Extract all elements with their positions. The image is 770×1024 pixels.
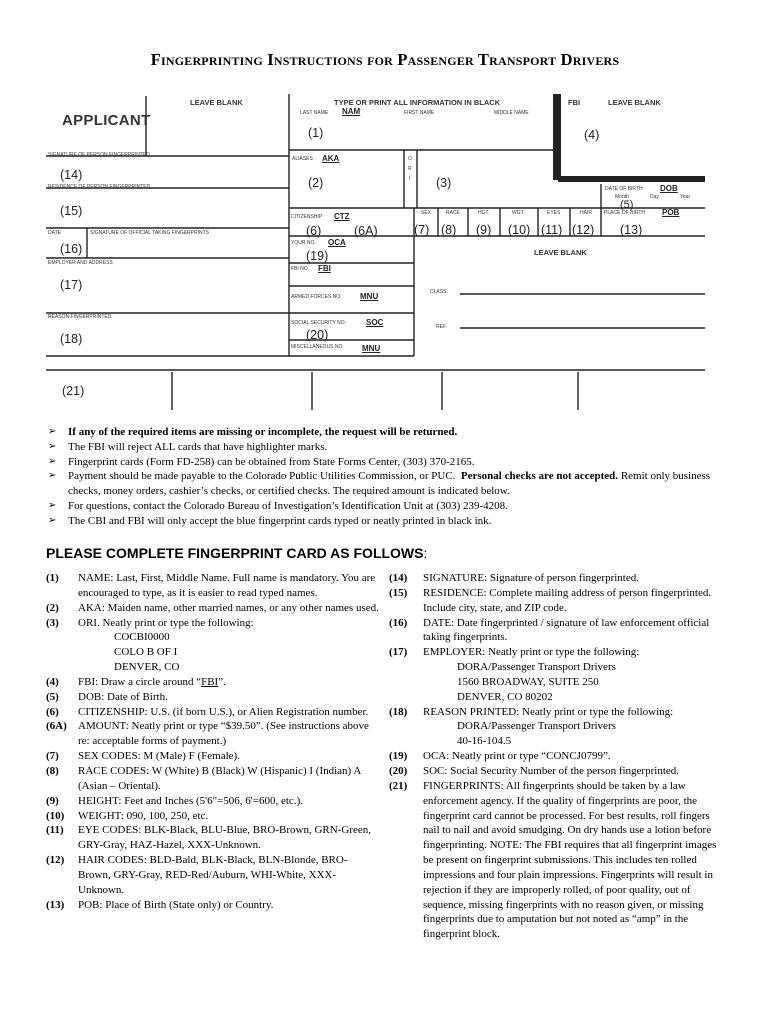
arrow-icon: ➢ [48,470,57,482]
item-7 [46,749,380,764]
reason-label: REASON FINGERPRINTED [48,314,112,320]
item-text: OCA: Neatly print or type “CONCJ0799”. [423,750,611,763]
mark-15: (15) [60,204,83,218]
dob-year-label: Year [680,194,691,200]
item-number: (3) [46,616,59,629]
item-9 [46,794,380,809]
item-indent-line: COLO B OF I [114,646,178,659]
item-number: (1) [46,572,59,584]
first-name-label: FIRST NAME [404,110,435,116]
mark-20: (20) [306,328,329,342]
item-text [46,675,380,690]
mark-2: (2) [308,176,324,190]
code-pob: POB [662,208,680,217]
item-15 [389,586,729,616]
code-mnu-2: MNU [362,344,381,353]
item-number: (6A) [46,720,67,733]
bullet-bold-text: If any of the required items are missing or incomplete, the request will be returned. [68,426,458,438]
applicant-label: APPLICANT [62,112,151,129]
code-oca: OCA [328,238,346,247]
item-text: DOB: Date of Birth. [78,690,168,703]
code-aka: AKA [322,154,340,163]
aliases-label: ALIASES [292,156,313,162]
item-8 [46,764,380,794]
instruction-bullets [48,425,738,529]
item-2 [46,601,380,616]
right-column [389,571,729,942]
mark-19: (19) [306,249,329,263]
arrow-icon: ➢ [48,499,57,511]
item-number: (11) [46,824,64,837]
bullet-text: Payment should be made payable to the Colorado Public Utilities Commission, or PUC. [68,470,456,483]
mark-10: (10) [508,223,531,237]
mark-6a: (6A) [354,224,378,238]
code-ctz: CTZ [334,212,350,221]
item-11 [46,823,380,853]
dob-label: DATE OF BIRTH [605,186,643,192]
item-text: RACE CODES: W (White) B (Black) W (Hispanic) I (Indian) A (Asian – Oriental). [78,764,361,792]
armed-forces-label: ARMED FORCES NO. [291,294,342,300]
item-indent-line: DENVER, CO [114,661,180,674]
item-text: HAIR CODES: BLD-Bald, BLK-Black, BLN-Blonde, BRO-Brown, GRY-Gray, RED-Red/Auburn, WHI-White, XXX-Unknown. [78,854,348,896]
mark-13: (13) [620,223,643,237]
date-label: DATE [48,230,61,236]
fbi-box-label: FBI [568,98,581,107]
item-12 [46,853,380,898]
hgt-label: HGT. [478,210,490,216]
mark-18: (18) [60,332,83,346]
item-number: (16) [389,616,408,629]
item-6 [46,705,380,720]
bullet-text: For questions, contact the Colorado Bureau of Investigation’s Identification Unit at (303) 239-4208. [68,499,508,512]
item-19 [389,749,729,764]
item-text-post: ”. [218,675,226,688]
item-number: (15) [389,586,408,599]
bullet-text: The FBI will reject ALL cards that have highlighter marks. [68,440,328,453]
item-16 [389,616,729,646]
item-text: AMOUNT: Neatly print or type “$39.50”. (See instructions above re: acceptable forms of payment.) [78,720,369,748]
bullet-item [48,425,738,440]
code-nam: NAM [342,107,361,116]
item-number: (9) [46,794,59,807]
bullet-item [48,469,738,499]
item-indent-line: 40-16-104.5 [457,735,512,748]
item-text: WEIGHT: 090, 100, 250, etc. [78,809,209,822]
citizenship-label: CITIZENSHIP [291,214,323,220]
wgt-label: WGT. [512,210,525,216]
mark-9: (9) [476,223,492,237]
section-title-text: PLEASE COMPLETE FINGERPRINT CARD AS FOLLOWS [46,545,424,561]
item-indent-line: DORA/Passenger Transport Drivers [457,661,616,674]
misc-no-label: MISCELLANEOUS NO. [291,344,344,350]
arrow-icon: ➢ [48,455,57,467]
item-20 [389,764,729,779]
item-text: SIGNATURE: Signature of person fingerprinted. [423,572,639,584]
eyes-label: EYES [547,210,561,216]
item-indent-line: 1560 BROADWAY, SUITE 250 [457,675,599,688]
item-text: SEX CODES: M (Male) F (Female). [78,750,240,763]
employer-label: EMPLOYER AND ADDRESS [48,260,113,266]
social-security-label: SOCIAL SECURITY NO. [291,320,347,326]
leave-blank-mid: LEAVE BLANK [534,248,587,257]
item-text: FINGERPRINTS: All fingerprints should be taken by a law enforcement agency. If the quality of fingerprints are poor, the fingerprint card cannot be processed. For best results, roll fingers nail to nail and avoid smudging. On dry hands use a lotion before fingerprinting. NOTE: The FBI requires that all fingerprint images be present on fingerprint submissions. This includes ten rolled impressions and four plain impressions. Fingerprints will result in rejection if they are improperly rolled, of poor quality, out of sequence, missing fingerprints with no reason given, or missing fingerprints due to amputation but not noted as “amp” in the fingerprint block. [423,779,717,941]
left-column [46,571,380,912]
item-number: (8) [46,764,59,777]
leave-blank-left: LEAVE BLANK [190,98,243,107]
sex-label: SEX [421,210,432,216]
item-text: SOC: Social Security Number of the person fingerprinted. [423,764,680,777]
bullet-item [48,455,738,470]
mark-21: (21) [62,384,85,398]
bullet-bold-text: Personal checks are not accepted. [460,470,619,483]
code-soc: SOC [366,318,384,327]
ori-letter-i: I [409,176,411,182]
item-18 [389,705,729,750]
item-text: EMPLOYER: Neatly print or type the following: [423,646,640,659]
item-6a [46,719,380,749]
item-text-pre: FBI: Draw a circle around “ [78,675,202,688]
ori-letter-o: O [408,156,412,162]
item-text: POB: Place of Birth (State only) or Country. [78,898,274,911]
page-title: Fingerprinting Instructions for Passenger Transport Drivers [150,50,620,69]
card-lines [0,88,770,418]
item-text: REASON PRINTED: Neatly print or type the following: [423,705,674,718]
mark-5: (5) [620,199,634,211]
bullet-item [48,514,738,529]
your-no-label: YOUR NO. [291,240,316,246]
mark-7: (7) [414,223,430,237]
item-number: (10) [46,809,65,822]
bullet-text: Fingerprint cards (Form FD-258) can be obtained from State Forms Center, (303) 370-2165. [68,455,475,468]
sig-person-label: SIGNATURE OF PERSON FINGERPRINTED [48,152,150,158]
bullet-item [48,499,738,514]
sig-official-label: SIGNATURE OF OFFICIAL TAKING FINGERPRINTS [90,230,209,236]
bullet-text: Remit only business checks, money orders, cashier’s checks, or certified checks. The required amount is indicated below. [68,470,711,498]
ori-letter-r: R [408,166,412,172]
item-13 [46,898,380,913]
item-indent-line: DORA/Passenger Transport Drivers [457,720,616,733]
fingerprint-card-image [0,88,770,418]
item-text: EYE CODES: BLK-Black, BLU-Blue, BRO-Brown, GRN-Green, GRY-Gray, HAZ-Hazel, XXX-Unknown. [78,824,371,852]
item-number: (2) [46,601,59,614]
item-number: (12) [46,854,65,867]
item-indent-line: COCBI0000 [114,631,170,644]
item-21 [389,779,729,942]
item-text: DATE: Date fingerprinted / signature of law enforcement official taking fingerprints. [423,616,710,644]
mark-11: (11) [541,223,563,237]
item-number: (18) [389,705,408,718]
mark-16: (16) [60,242,83,256]
pob-label: PLACE OF BIRTH [604,210,646,216]
bullet-item [48,440,738,455]
item-text: AKA: Maiden name, other married names, or any other names used. [78,601,379,614]
section-title-colon: : [423,545,428,561]
item-1 [46,571,380,601]
last-name-label: LAST NAME [300,110,329,116]
mark-1: (1) [308,126,324,140]
item-indent-line: DENVER, CO 80202 [457,690,553,703]
section-title [46,545,427,561]
mark-14: (14) [60,168,83,182]
dob-day-label: Day [650,194,659,200]
mark-6: (6) [306,224,322,238]
item-number: (14) [389,572,408,584]
middle-name-label: MIDDLE NAME [494,110,529,116]
dob-month-label: Month [615,194,629,200]
type-or-print-note: TYPE OR PRINT ALL INFORMATION IN BLACK [334,98,501,107]
item-number: (5) [46,690,59,703]
mark-17: (17) [60,278,83,292]
item-5 [46,690,380,705]
item-number: (7) [46,750,59,763]
hair-label: HAIR [580,210,592,216]
mark-12: (12) [572,223,595,237]
item-text: CITIZENSHIP: U.S. (if born U.S.), or Alien Registration number. [78,705,369,718]
ref-label: REF. [436,324,447,330]
code-mnu-1: MNU [360,292,379,301]
mark-8: (8) [441,223,457,237]
item-text: HEIGHT: Feet and Inches (5'6"=506, 6'=600, etc.). [78,794,303,807]
fbi-no-label: FBI NO. [291,266,310,272]
bullet-text: The CBI and FBI will only accept the blue fingerprint cards typed or neatly printed in black ink. [68,514,492,527]
item-10 [46,809,380,824]
item-3 [46,616,380,675]
arrow-icon: ➢ [48,514,57,526]
class-label: CLASS [430,289,447,295]
item-17 [389,645,729,704]
item-14 [389,571,729,586]
arrow-icon: ➢ [48,440,57,452]
race-label: RACE [446,210,460,216]
item-text: RESIDENCE: Complete mailing address of person fingerprinted. Include city, state, and ZIP code. [423,586,712,614]
item-text: ORI. Neatly print or type the following: [78,616,254,629]
item-number: (20) [389,764,408,777]
item-text: NAME: Last, First, Middle Name. Full name is mandatory. You are encouraged to type, as it is easier to read typed names. [78,572,376,599]
item-number: (21) [389,779,408,792]
item-number: (19) [389,750,408,763]
mark-4: (4) [584,128,600,142]
item-4 [46,675,380,690]
mark-3: (3) [436,176,452,190]
item-number: (13) [46,898,65,911]
item-number: (4) [46,675,59,688]
item-number: (6) [46,705,59,718]
item-text-underlined: FBI [201,675,219,688]
residence-label: RESIDENCE OF PERSON FINGERPRINTED [48,184,151,190]
leave-blank-right: LEAVE BLANK [608,98,661,107]
code-dob: DOB [660,184,678,193]
arrow-icon: ➢ [48,426,57,437]
code-fbi: FBI [318,264,331,273]
item-number: (17) [389,646,408,659]
